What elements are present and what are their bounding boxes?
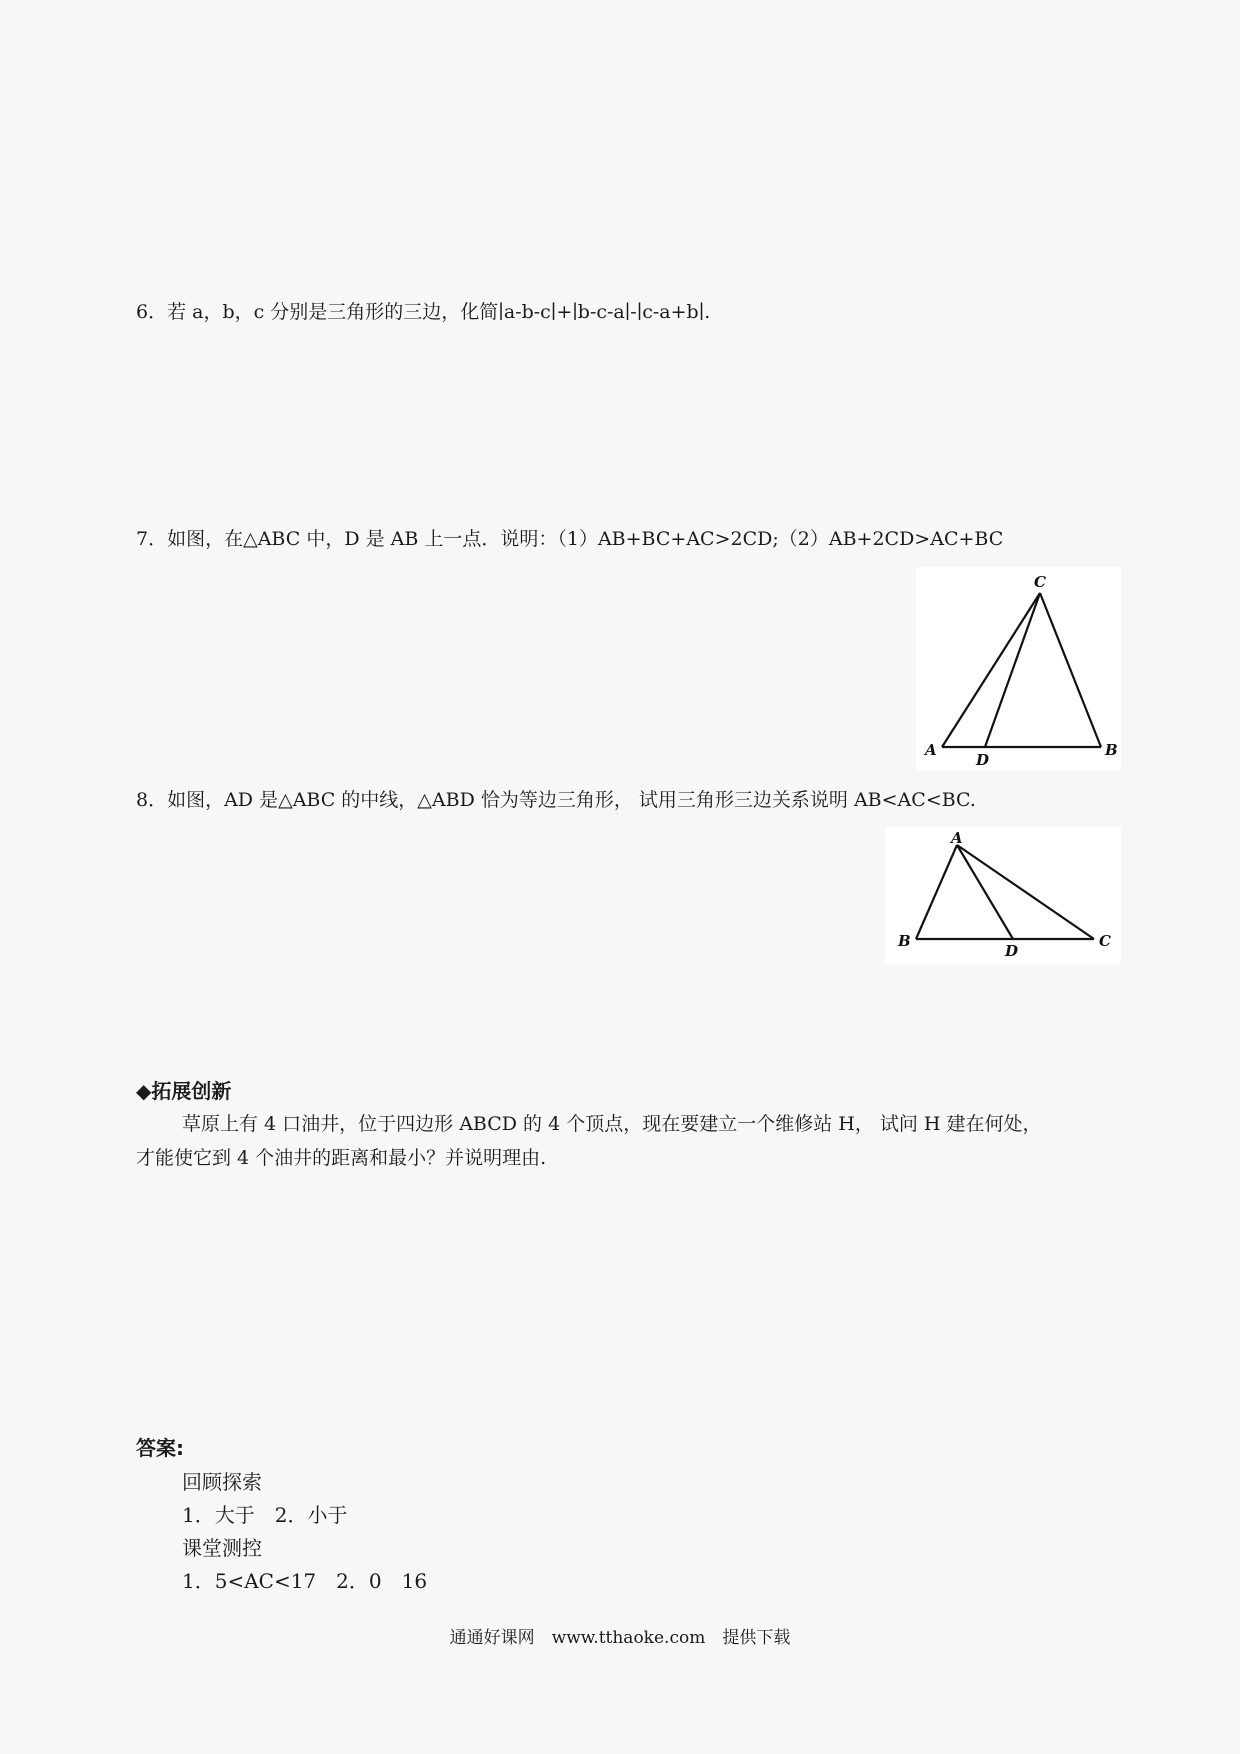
footer: 通通好课网 www.tthaoke.com 提供下载: [449, 1628, 791, 1648]
answers-section-1-values: 1．大于 2．小于: [182, 1503, 348, 1527]
segment-cb: [1040, 593, 1101, 747]
label-c: C: [1099, 932, 1111, 950]
answers-section-2-values: 1．5<AC<17 2．0 16: [182, 1569, 428, 1593]
question-7: 7．如图，在△ABC 中，D 是 AB 上一点．说明：（1）AB+BC+AC>2CD;（2）AB+2CD>AC+BC: [136, 528, 1004, 550]
question-6: 6．若 a，b，c 分别是三角形的三边，化简∣a-b-c∣+∣b-c-a∣-∣c-a+b∣.: [136, 301, 711, 323]
label-d: D: [1005, 942, 1019, 960]
label-b: B: [1105, 741, 1118, 759]
segment-ad: [957, 845, 1013, 939]
answers-section-1: 回顾探索: [182, 1470, 262, 1494]
segment-ac: [942, 593, 1040, 747]
answers-heading: 答案:: [136, 1436, 184, 1460]
segment-ac: [957, 845, 1094, 939]
question-8: 8．如图，AD 是△ABC 的中线，△ABD 恰为等边三角形， 试用三角形三边关系说明 AB<AC<BC.: [136, 789, 976, 811]
answers-section-2: 课堂测控: [182, 1536, 262, 1560]
extension-line-2: 才能使它到 4 个油井的距离和最小？并说明理由.: [136, 1147, 547, 1169]
label-a: A: [925, 741, 937, 759]
label-a: A: [951, 829, 963, 847]
figure-q8-triangle: [885, 827, 1121, 964]
extension-heading: ◆拓展创新: [136, 1079, 232, 1103]
label-d: D: [976, 751, 990, 769]
label-c: C: [1034, 573, 1046, 591]
segment-cd: [985, 593, 1040, 747]
segment-ab: [916, 845, 957, 939]
label-b: B: [898, 932, 911, 950]
extension-line-1: 草原上有 4 口油井，位于四边形 ABCD 的 4 个顶点，现在要建立一个维修站 H， 试问 H 建在何处，: [182, 1113, 1042, 1135]
figure-q7-triangle: [916, 567, 1121, 770]
